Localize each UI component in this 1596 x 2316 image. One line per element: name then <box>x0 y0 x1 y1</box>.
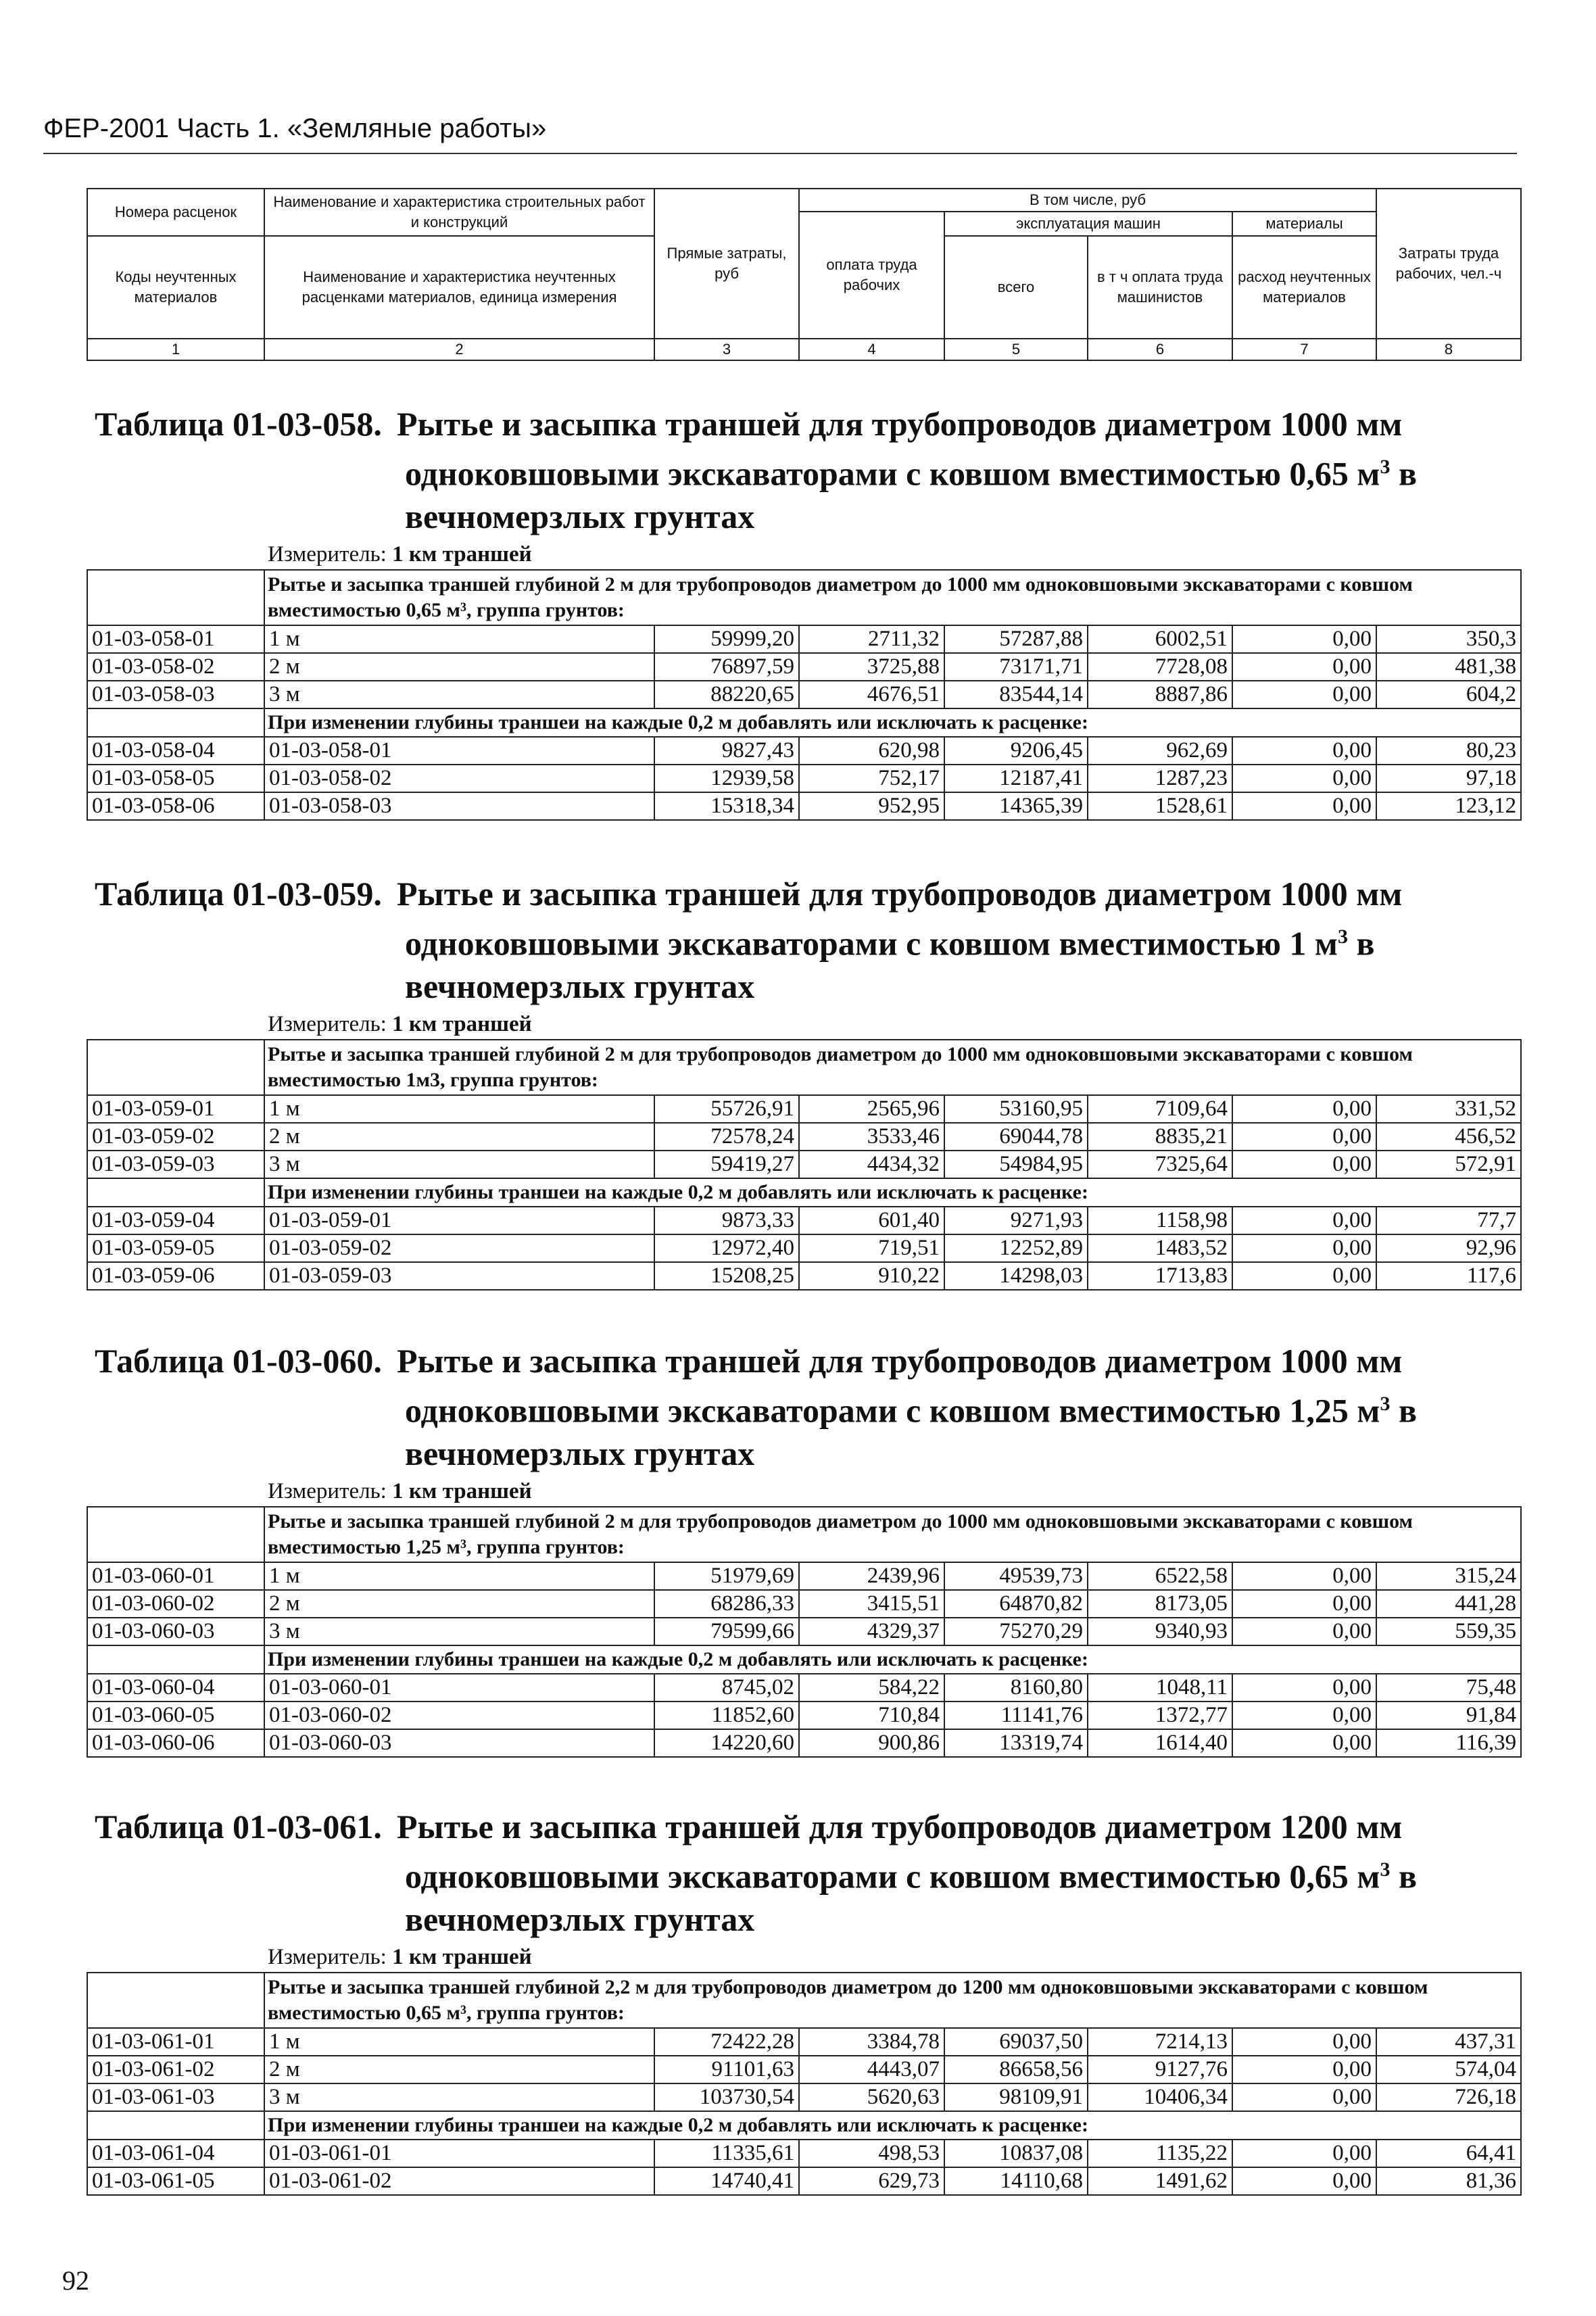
table-cell: 574,04 <box>1376 2056 1521 2083</box>
table-title-prefix: Таблица 01-03-061. <box>95 1808 382 1845</box>
table-cell: 3725,88 <box>799 653 944 681</box>
table-cell: 13319,74 <box>944 1729 1088 1757</box>
table-cell: 8887,86 <box>1088 681 1232 708</box>
table-cell: 49539,73 <box>944 1562 1088 1590</box>
table-row <box>87 765 1521 792</box>
table-cell: 79599,66 <box>654 1618 799 1645</box>
table-cell: 81,36 <box>1376 2167 1521 2195</box>
table-row <box>87 1234 1521 1262</box>
table-cell: 68286,33 <box>654 1590 799 1618</box>
measure-line <box>268 1479 1522 1506</box>
col-number: 6 <box>1088 339 1232 360</box>
table-row <box>87 2028 1521 2056</box>
table-cell: 76897,59 <box>654 653 799 681</box>
table-title-line: Рытье и засыпка траншей для трубопроводов диаметром 1000 мм <box>397 405 1403 443</box>
table-cell: 12972,40 <box>654 1234 799 1262</box>
table-cell: 0,00 <box>1232 2056 1376 2083</box>
table-title-line: Рытье и засыпка траншей для трубопроводов диаметром 1200 мм <box>397 1808 1403 1845</box>
table-cell: 0,00 <box>1232 792 1376 820</box>
table-cell: 572,91 <box>1376 1151 1521 1178</box>
table-cell: 12939,58 <box>654 765 799 792</box>
table-cell: 7728,08 <box>1088 653 1232 681</box>
table-cell: 3 м <box>264 2083 654 2111</box>
table-cell: 14365,39 <box>944 792 1088 820</box>
table-cell: 117,6 <box>1376 1262 1521 1290</box>
machines-labor-cell: в т ч оплата труда машинистов <box>1088 236 1232 339</box>
table-title-line: Рытье и засыпка траншей для трубопроводов диаметром 1000 мм <box>397 875 1403 913</box>
group-cell: В том числе, руб <box>799 189 1376 212</box>
page-number: 92 <box>62 2265 89 2296</box>
table-row <box>87 1729 1521 1757</box>
table-cell: 8835,21 <box>1088 1123 1232 1151</box>
measure-unit: 1 км траншей <box>392 1478 532 1503</box>
subheading: При изменении глубины траншеи на каждые 0,2 м добавлять или исключать к расценке: <box>264 1178 1521 1207</box>
table-cell: 64,41 <box>1376 2140 1521 2167</box>
table-cell: 629,73 <box>799 2167 944 2195</box>
table-cell: 1158,98 <box>1088 1207 1232 1234</box>
table-cell: 719,51 <box>799 1234 944 1262</box>
table-cell: 91101,63 <box>654 2056 799 2083</box>
table-cell: 2 м <box>264 1590 654 1618</box>
table-title-line: в <box>1390 1857 1417 1896</box>
col-number: 8 <box>1376 339 1521 360</box>
table-cell: 952,95 <box>799 792 944 820</box>
table-cell: 15318,34 <box>654 792 799 820</box>
table-cell: 01-03-060-06 <box>87 1729 264 1757</box>
table-cell: 10406,34 <box>1088 2083 1232 2111</box>
table-cell: 12187,41 <box>944 765 1088 792</box>
table-title-prefix: Таблица 01-03-059. <box>95 875 382 913</box>
measure-label: Измеритель: <box>268 541 387 566</box>
table-cell: 0,00 <box>1232 1618 1376 1645</box>
table-cell: 59419,27 <box>654 1151 799 1178</box>
table-cell: 0,00 <box>1232 1590 1376 1618</box>
table-cell: 123,12 <box>1376 792 1521 820</box>
table-cell: 14298,03 <box>944 1262 1088 1290</box>
table-cell: 103730,54 <box>654 2083 799 2111</box>
table-cell: 3 м <box>264 1618 654 1645</box>
table-row <box>87 1562 1521 1590</box>
table-cell: 3 м <box>264 1151 654 1178</box>
table-row <box>87 1702 1521 1729</box>
col-number: 2 <box>264 339 654 360</box>
table-cell: 559,35 <box>1376 1618 1521 1645</box>
table-cell: 0,00 <box>1232 653 1376 681</box>
table-row <box>87 2140 1521 2167</box>
table-cell: 69044,78 <box>944 1123 1088 1151</box>
table-cell: 0,00 <box>1232 2140 1376 2167</box>
table-cell: 1 м <box>264 1562 654 1590</box>
table-cell: 01-03-060-01 <box>264 1674 654 1702</box>
table-row <box>87 1590 1521 1618</box>
table-cell: 0,00 <box>1232 625 1376 653</box>
table-cell: 620,98 <box>799 737 944 765</box>
table-title-line: вечномерзлых грунтах <box>405 1900 755 1938</box>
col1-bottom-cell: Коды неучтенных материалов <box>87 236 264 339</box>
table-cell: 57287,88 <box>944 625 1088 653</box>
superscript: 3 <box>1380 1393 1391 1415</box>
table-cell: 2439,96 <box>799 1562 944 1590</box>
table-cell: 437,31 <box>1376 2028 1521 2056</box>
table-cell: 01-03-060-02 <box>87 1590 264 1618</box>
table-cell: 962,69 <box>1088 737 1232 765</box>
column-header-table <box>87 188 1522 361</box>
table-cell: 481,38 <box>1376 653 1521 681</box>
measure-label: Измеритель: <box>268 1944 387 1969</box>
table-cell: 6522,58 <box>1088 1562 1232 1590</box>
table-cell: 350,3 <box>1376 625 1521 653</box>
table-cell: 1135,22 <box>1088 2140 1232 2167</box>
table-cell: 910,22 <box>799 1262 944 1290</box>
table-title <box>95 873 1522 1008</box>
table-title <box>95 403 1522 538</box>
table-cell: 10837,08 <box>944 2140 1088 2167</box>
table-cell: 75270,29 <box>944 1618 1088 1645</box>
table-row <box>87 792 1521 820</box>
table-cell: 01-03-058-02 <box>264 765 654 792</box>
col2-top-cell: Наименование и характеристика строительных работ и конструкций <box>264 189 654 236</box>
table-cell: 726,18 <box>1376 2083 1521 2111</box>
table-cell: 1 м <box>264 2028 654 2056</box>
measure-line <box>268 542 1522 569</box>
table-row <box>87 2083 1521 2111</box>
table-row <box>87 681 1521 708</box>
table-cell: 01-03-061-01 <box>87 2028 264 2056</box>
col3-cell: Прямые затраты, руб <box>654 189 799 339</box>
table-cell: 0,00 <box>1232 1562 1376 1590</box>
table-title-line: вечномерзлых грунтах <box>405 497 755 535</box>
table-cell: 01-03-058-05 <box>87 765 264 792</box>
table-cell: 51979,69 <box>654 1562 799 1590</box>
table-title-line: вечномерзлых грунтах <box>405 967 755 1005</box>
col1-top-cell: Номера расценок <box>87 189 264 236</box>
col-number: 7 <box>1232 339 1376 360</box>
table-cell: 69037,50 <box>944 2028 1088 2056</box>
measure-unit: 1 км траншей <box>392 1011 532 1036</box>
table-cell: 331,52 <box>1376 1095 1521 1123</box>
table-cell: 1 м <box>264 625 654 653</box>
table-cell: 97,18 <box>1376 765 1521 792</box>
table-cell: 752,17 <box>799 765 944 792</box>
table-cell: 86658,56 <box>944 2056 1088 2083</box>
table-cell: 2711,32 <box>799 625 944 653</box>
table-cell: 55726,91 <box>654 1095 799 1123</box>
table-cell: 01-03-060-05 <box>87 1702 264 1729</box>
table-cell: 11852,60 <box>654 1702 799 1729</box>
table-cell: 4329,37 <box>799 1618 944 1645</box>
table-cell: 75,48 <box>1376 1674 1521 1702</box>
table-cell: 72422,28 <box>654 2028 799 2056</box>
rate-table <box>87 1972 1522 2196</box>
table-cell: 01-03-060-03 <box>87 1618 264 1645</box>
superscript: 3 <box>1337 925 1348 948</box>
subheading: При изменении глубины траншеи на каждые 0,2 м добавлять или исключать к расценке: <box>264 1645 1521 1674</box>
subheading: Рытье и засыпка траншей глубиной 2 м для трубопроводов диаметром до 1000 мм одноковшовыми экскаваторами с ковшом вместимостью 1,25 м³, группа грунтов: <box>264 1507 1521 1562</box>
rate-table-section <box>87 1340 1522 1758</box>
table-cell: 584,22 <box>799 1674 944 1702</box>
table-cell: 11335,61 <box>654 2140 799 2167</box>
table-title-line: одноковшовыми экскаваторами с ковшом вместимостью 0,65 м <box>405 1857 1380 1896</box>
table-row <box>87 2056 1521 2083</box>
table-row <box>87 1123 1521 1151</box>
subheading: При изменении глубины траншеи на каждые 0,2 м добавлять или исключать к расценке: <box>264 708 1521 737</box>
table-cell: 9127,76 <box>1088 2056 1232 2083</box>
labor-cell: оплата труда рабочих <box>799 212 944 339</box>
table-cell: 2 м <box>264 1123 654 1151</box>
table-cell: 0,00 <box>1232 1123 1376 1151</box>
table-cell: 2 м <box>264 2056 654 2083</box>
table-cell: 441,28 <box>1376 1590 1521 1618</box>
rate-table-section <box>87 403 1522 821</box>
subheading: Рытье и засыпка траншей глубиной 2 м для трубопроводов диаметром до 1000 мм одноковшовыми экскаваторами с ковшом вместимостью 0,65 м³, группа грунтов: <box>264 570 1521 625</box>
table-cell: 900,86 <box>799 1729 944 1757</box>
table-cell: 0,00 <box>1232 681 1376 708</box>
table-title-line: в <box>1390 454 1417 493</box>
table-cell: 14220,60 <box>654 1729 799 1757</box>
table-cell: 116,39 <box>1376 1729 1521 1757</box>
table-cell: 7109,64 <box>1088 1095 1232 1123</box>
table-cell: 0,00 <box>1232 2167 1376 2195</box>
table-cell: 7325,64 <box>1088 1151 1232 1178</box>
table-cell: 01-03-060-03 <box>264 1729 654 1757</box>
table-cell: 8173,05 <box>1088 1590 1232 1618</box>
table-row <box>87 653 1521 681</box>
table-cell: 0,00 <box>1232 1729 1376 1757</box>
table-cell: 01-03-060-01 <box>87 1562 264 1590</box>
table-cell: 01-03-058-03 <box>264 792 654 820</box>
col-number: 3 <box>654 339 799 360</box>
table-cell: 1491,62 <box>1088 2167 1232 2195</box>
table-cell: 601,40 <box>799 1207 944 1234</box>
table-cell: 01-03-061-03 <box>87 2083 264 2111</box>
table-cell: 0,00 <box>1232 2083 1376 2111</box>
table-cell: 01-03-058-02 <box>87 653 264 681</box>
table-title-prefix: Таблица 01-03-058. <box>95 405 382 443</box>
table-cell: 01-03-060-02 <box>264 1702 654 1729</box>
table-cell: 1713,83 <box>1088 1262 1232 1290</box>
table-row <box>87 1151 1521 1178</box>
col2-bottom-cell: Наименование и характеристика неучтенных расценками материалов, единица измерения <box>264 236 654 339</box>
table-cell: 710,84 <box>799 1702 944 1729</box>
table-title-line: одноковшовыми экскаваторами с ковшом вместимостью 1,25 м <box>405 1391 1380 1430</box>
running-title: ФЕР-2001 Часть 1. «Земляные работы» <box>43 114 547 143</box>
table-cell: 4443,07 <box>799 2056 944 2083</box>
table-row <box>87 1207 1521 1234</box>
table-cell: 3 м <box>264 681 654 708</box>
table-cell: 01-03-061-01 <box>264 2140 654 2167</box>
measure-label: Измеритель: <box>268 1478 387 1503</box>
rate-table <box>87 1506 1522 1758</box>
subheading: Рытье и засыпка траншей глубиной 2,2 м для трубопроводов диаметром до 1200 мм одноковшовыми экскаваторами с ковшом вместимостью 0,65 м³, группа грунтов: <box>264 1973 1521 2028</box>
table-cell: 01-03-059-01 <box>87 1095 264 1123</box>
table-cell: 88220,65 <box>654 681 799 708</box>
materials-cell: материалы <box>1232 212 1376 236</box>
table-cell: 01-03-059-03 <box>87 1151 264 1178</box>
machines-total-cell: всего <box>944 236 1088 339</box>
subheading: При изменении глубины траншеи на каждые 0,2 м добавлять или исключать к расценке: <box>264 2111 1521 2140</box>
table-cell: 98109,91 <box>944 2083 1088 2111</box>
measure-unit: 1 км траншей <box>392 541 532 566</box>
rate-table <box>87 569 1522 821</box>
table-cell: 2565,96 <box>799 1095 944 1123</box>
table-row <box>87 1674 1521 1702</box>
table-cell: 9340,93 <box>1088 1618 1232 1645</box>
table-title-prefix: Таблица 01-03-060. <box>95 1342 382 1380</box>
table-cell: 0,00 <box>1232 1234 1376 1262</box>
superscript: 3 <box>1380 456 1391 478</box>
table-cell: 01-03-059-05 <box>87 1234 264 1262</box>
table-cell: 59999,20 <box>654 625 799 653</box>
table-cell: 4676,51 <box>799 681 944 708</box>
table-cell: 604,2 <box>1376 681 1521 708</box>
table-cell: 1048,11 <box>1088 1674 1232 1702</box>
col-number: 1 <box>87 339 264 360</box>
machines-cell: эксплуатация машин <box>944 212 1232 236</box>
table-cell: 64870,82 <box>944 1590 1088 1618</box>
table-cell: 01-03-059-03 <box>264 1262 654 1290</box>
table-title-line: одноковшовыми экскаваторами с ковшом вместимостью 0,65 м <box>405 454 1380 493</box>
table-cell: 01-03-061-05 <box>87 2167 264 2195</box>
table-cell: 73171,71 <box>944 653 1088 681</box>
table-cell: 53160,95 <box>944 1095 1088 1123</box>
measure-label: Измеритель: <box>268 1011 387 1036</box>
table-cell: 80,23 <box>1376 737 1521 765</box>
table-cell: 01-03-059-02 <box>87 1123 264 1151</box>
table-cell: 1372,77 <box>1088 1702 1232 1729</box>
materials-use-cell: расход неучтенных материалов <box>1232 236 1376 339</box>
table-row <box>87 1095 1521 1123</box>
table-cell: 01-03-059-02 <box>264 1234 654 1262</box>
table-cell: 315,24 <box>1376 1562 1521 1590</box>
table-cell: 01-03-061-02 <box>264 2167 654 2195</box>
table-row <box>87 2167 1521 2195</box>
table-cell: 14740,41 <box>654 2167 799 2195</box>
table-cell: 7214,13 <box>1088 2028 1232 2056</box>
measure-unit: 1 км траншей <box>392 1944 532 1969</box>
table-cell: 01-03-058-01 <box>264 737 654 765</box>
table-cell: 8160,80 <box>944 1674 1088 1702</box>
table-cell: 3384,78 <box>799 2028 944 2056</box>
table-cell: 9271,93 <box>944 1207 1088 1234</box>
table-cell: 01-03-058-06 <box>87 792 264 820</box>
table-cell: 01-03-059-06 <box>87 1262 264 1290</box>
header-rule <box>43 153 1517 154</box>
measure-line <box>268 1945 1522 1972</box>
table-cell: 1528,61 <box>1088 792 1232 820</box>
table-row <box>87 1618 1521 1645</box>
table-cell: 0,00 <box>1232 1095 1376 1123</box>
table-cell: 5620,63 <box>799 2083 944 2111</box>
table-cell: 1287,23 <box>1088 765 1232 792</box>
table-cell: 1483,52 <box>1088 1234 1232 1262</box>
table-cell: 14110,68 <box>944 2167 1088 2195</box>
table-cell: 9827,43 <box>654 737 799 765</box>
table-cell: 498,53 <box>799 2140 944 2167</box>
table-cell: 4434,32 <box>799 1151 944 1178</box>
table-cell: 8745,02 <box>654 1674 799 1702</box>
table-title-line: в <box>1347 924 1375 963</box>
table-cell: 6002,51 <box>1088 625 1232 653</box>
table-cell: 2 м <box>264 653 654 681</box>
table-cell: 0,00 <box>1232 765 1376 792</box>
table-cell: 01-03-058-03 <box>87 681 264 708</box>
table-row <box>87 1262 1521 1290</box>
table-cell: 92,96 <box>1376 1234 1521 1262</box>
table-title-line: одноковшовыми экскаваторами с ковшом вместимостью 1 м <box>405 924 1338 963</box>
table-cell: 72578,24 <box>654 1123 799 1151</box>
table-row <box>87 737 1521 765</box>
table-cell: 15208,25 <box>654 1262 799 1290</box>
table-cell: 01-03-058-01 <box>87 625 264 653</box>
table-cell: 01-03-060-04 <box>87 1674 264 1702</box>
labor-cost-cell: Затраты труда рабочих, чел.-ч <box>1376 189 1521 339</box>
table-cell: 54984,95 <box>944 1151 1088 1178</box>
col-number: 4 <box>799 339 944 360</box>
table-cell: 1614,40 <box>1088 1729 1232 1757</box>
superscript: 3 <box>1380 1858 1391 1881</box>
table-cell: 3415,51 <box>799 1590 944 1618</box>
table-row <box>87 625 1521 653</box>
table-cell: 83544,14 <box>944 681 1088 708</box>
table-title <box>95 1806 1522 1941</box>
table-cell: 01-03-061-02 <box>87 2056 264 2083</box>
table-cell: 01-03-059-01 <box>264 1207 654 1234</box>
table-cell: 11141,76 <box>944 1702 1088 1729</box>
table-cell: 9206,45 <box>944 737 1088 765</box>
rate-table-section <box>87 1806 1522 2196</box>
table-cell: 12252,89 <box>944 1234 1088 1262</box>
table-cell: 01-03-059-04 <box>87 1207 264 1234</box>
table-title-line: в <box>1390 1391 1417 1430</box>
table-cell: 3533,46 <box>799 1123 944 1151</box>
rate-table <box>87 1039 1522 1290</box>
table-cell: 77,7 <box>1376 1207 1521 1234</box>
table-cell: 0,00 <box>1232 1674 1376 1702</box>
table-title <box>95 1340 1522 1475</box>
rate-table-section <box>87 873 1522 1290</box>
table-cell: 1 м <box>264 1095 654 1123</box>
table-cell: 91,84 <box>1376 1702 1521 1729</box>
table-cell: 456,52 <box>1376 1123 1521 1151</box>
table-cell: 9873,33 <box>654 1207 799 1234</box>
table-cell: 0,00 <box>1232 737 1376 765</box>
table-title-line: Рытье и засыпка траншей для трубопроводов диаметром 1000 мм <box>397 1342 1403 1380</box>
table-cell: 0,00 <box>1232 1262 1376 1290</box>
table-cell: 01-03-061-04 <box>87 2140 264 2167</box>
measure-line <box>268 1012 1522 1039</box>
table-cell: 0,00 <box>1232 1207 1376 1234</box>
table-title-line: вечномерзлых грунтах <box>405 1434 755 1472</box>
table-cell: 0,00 <box>1232 2028 1376 2056</box>
table-cell: 0,00 <box>1232 1702 1376 1729</box>
table-cell: 0,00 <box>1232 1151 1376 1178</box>
subheading: Рытье и засыпка траншей глубиной 2 м для трубопроводов диаметром до 1000 мм одноковшовыми экскаваторами с ковшом вместимостью 1м3, группа грунтов: <box>264 1040 1521 1095</box>
col-number: 5 <box>944 339 1088 360</box>
table-cell: 01-03-058-04 <box>87 737 264 765</box>
